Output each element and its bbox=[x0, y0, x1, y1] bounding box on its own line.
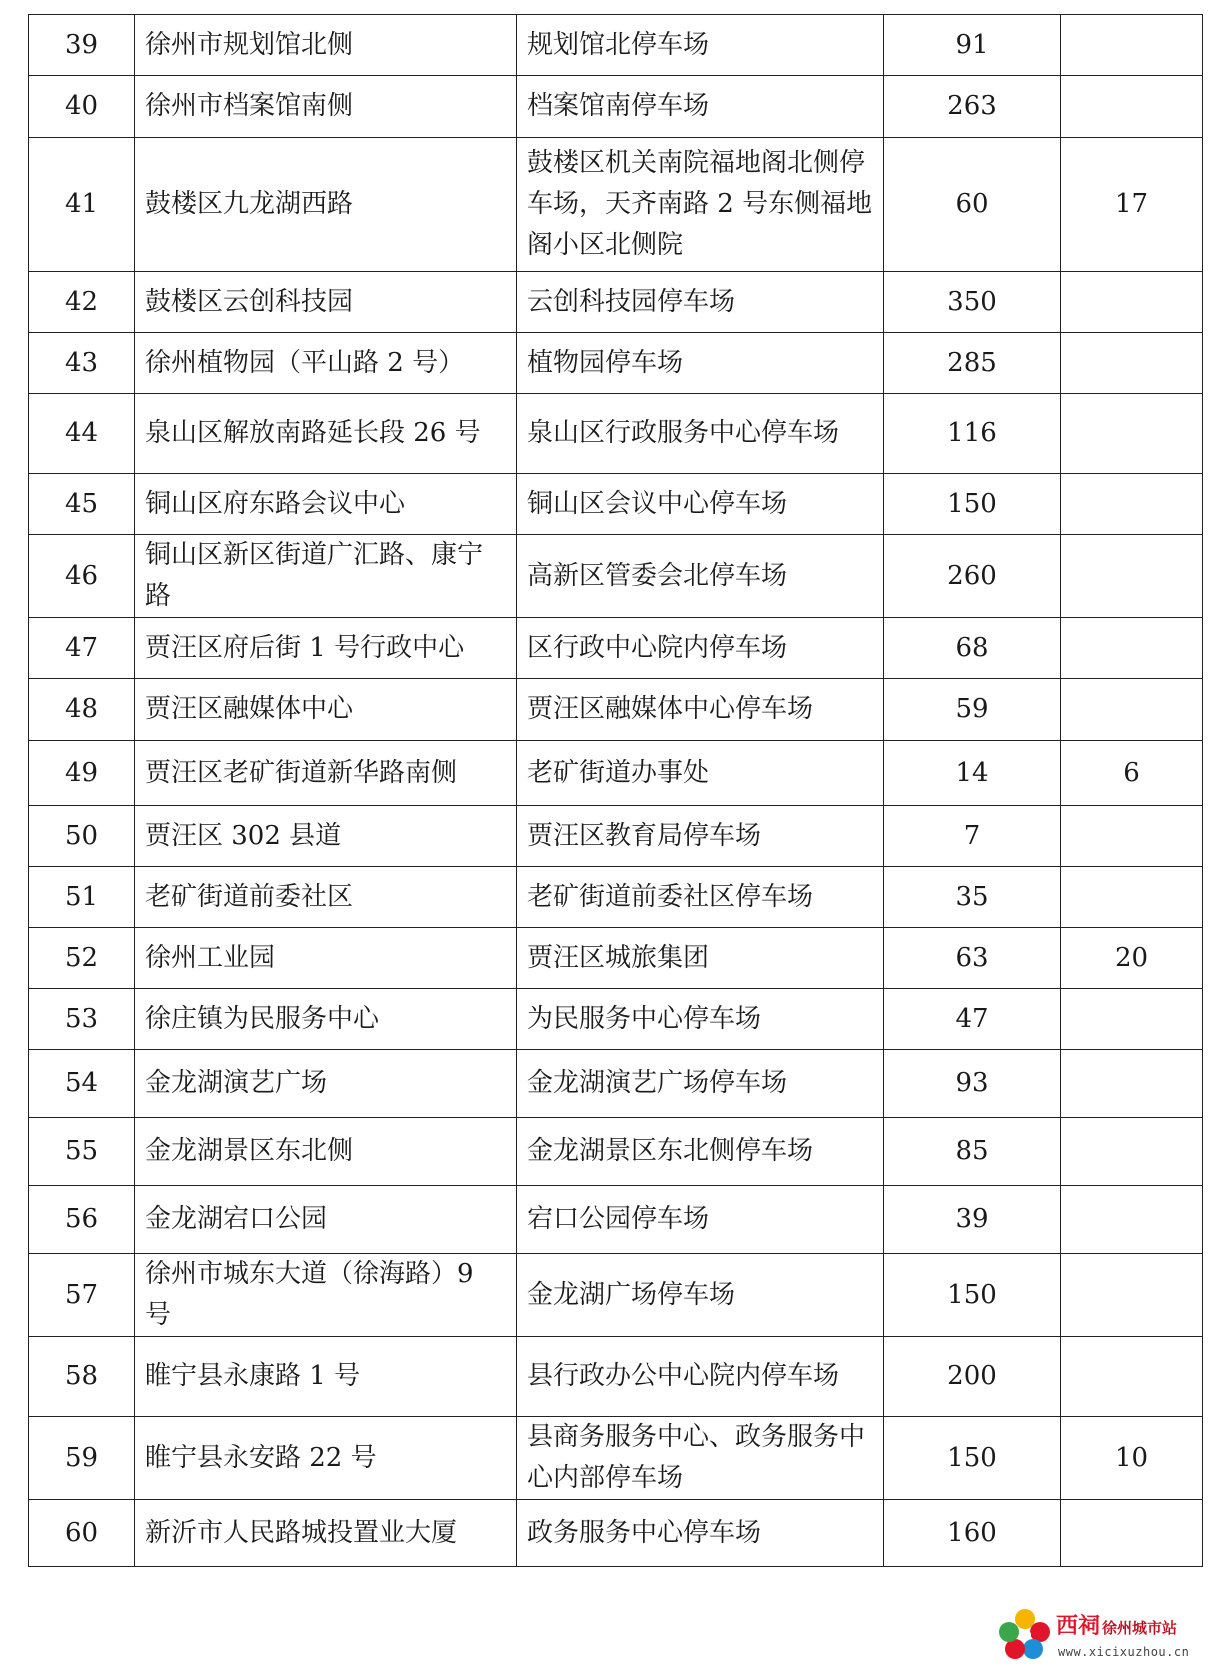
cell-number: 56 bbox=[29, 1186, 135, 1254]
cell-spaces: 285 bbox=[884, 333, 1061, 394]
cell-parking-lot: 宕口公园停车场 bbox=[517, 1186, 884, 1254]
cell-number: 52 bbox=[29, 928, 135, 989]
cell-extra: 20 bbox=[1061, 928, 1203, 989]
cell-extra bbox=[1061, 474, 1203, 535]
cell-parking-lot: 贾汪区城旅集团 bbox=[517, 928, 884, 989]
cell-location: 鼓楼区九龙湖西路 bbox=[135, 138, 517, 272]
cell-number: 45 bbox=[29, 474, 135, 535]
cell-location: 老矿街道前委社区 bbox=[135, 867, 517, 928]
cell-extra bbox=[1061, 1337, 1203, 1417]
cell-parking-lot: 植物园停车场 bbox=[517, 333, 884, 394]
table-row bbox=[29, 15, 1203, 76]
cell-extra bbox=[1061, 989, 1203, 1050]
cell-parking-lot: 县行政办公中心院内停车场 bbox=[517, 1337, 884, 1417]
table-row bbox=[29, 1186, 1203, 1254]
table-row bbox=[29, 928, 1203, 989]
flower-logo-icon bbox=[998, 1607, 1052, 1661]
cell-location: 贾汪区老矿街道新华路南侧 bbox=[135, 741, 517, 806]
cell-extra bbox=[1061, 272, 1203, 333]
cell-parking-lot: 规划馆北停车场 bbox=[517, 15, 884, 76]
cell-extra bbox=[1061, 1050, 1203, 1118]
cell-extra bbox=[1061, 394, 1203, 474]
cell-number: 42 bbox=[29, 272, 135, 333]
cell-location: 徐州市档案馆南侧 bbox=[135, 76, 517, 138]
cell-location: 鼓楼区云创科技园 bbox=[135, 272, 517, 333]
cell-parking-lot: 金龙湖广场停车场 bbox=[517, 1254, 884, 1337]
cell-location: 金龙湖宕口公园 bbox=[135, 1186, 517, 1254]
cell-spaces: 263 bbox=[884, 76, 1061, 138]
cell-number: 53 bbox=[29, 989, 135, 1050]
cell-parking-lot: 贾汪区融媒体中心停车场 bbox=[517, 679, 884, 741]
cell-parking-lot: 老矿街道办事处 bbox=[517, 741, 884, 806]
table-row bbox=[29, 76, 1203, 138]
cell-location: 铜山区新区街道广汇路、康宁路 bbox=[135, 535, 517, 618]
table-row bbox=[29, 333, 1203, 394]
cell-number: 46 bbox=[29, 535, 135, 618]
table-row bbox=[29, 867, 1203, 928]
table-row bbox=[29, 1118, 1203, 1186]
cell-number: 39 bbox=[29, 15, 135, 76]
cell-number: 57 bbox=[29, 1254, 135, 1337]
cell-spaces: 150 bbox=[884, 474, 1061, 535]
cell-spaces: 39 bbox=[884, 1186, 1061, 1254]
cell-spaces: 350 bbox=[884, 272, 1061, 333]
cell-spaces: 260 bbox=[884, 535, 1061, 618]
cell-spaces: 116 bbox=[884, 394, 1061, 474]
table-row bbox=[29, 272, 1203, 333]
watermark-title-text: 西祠 bbox=[1056, 1614, 1101, 1639]
cell-parking-lot: 云创科技园停车场 bbox=[517, 272, 884, 333]
cell-parking-lot: 政务服务中心停车场 bbox=[517, 1500, 884, 1567]
table-row bbox=[29, 679, 1203, 741]
cell-spaces: 91 bbox=[884, 15, 1061, 76]
table-row bbox=[29, 1050, 1203, 1118]
cell-spaces: 59 bbox=[884, 679, 1061, 741]
cell-extra bbox=[1061, 1254, 1203, 1337]
parking-table-body bbox=[29, 15, 1203, 1567]
table-row bbox=[29, 989, 1203, 1050]
cell-number: 60 bbox=[29, 1500, 135, 1567]
cell-location: 金龙湖景区东北侧 bbox=[135, 1118, 517, 1186]
cell-spaces: 63 bbox=[884, 928, 1061, 989]
cell-location: 徐州市规划馆北侧 bbox=[135, 15, 517, 76]
cell-parking-lot: 区行政中心院内停车场 bbox=[517, 618, 884, 679]
table-row bbox=[29, 1417, 1203, 1500]
cell-extra: 10 bbox=[1061, 1417, 1203, 1500]
table-row bbox=[29, 806, 1203, 867]
cell-number: 48 bbox=[29, 679, 135, 741]
cell-parking-lot: 泉山区行政服务中心停车场 bbox=[517, 394, 884, 474]
cell-spaces: 14 bbox=[884, 741, 1061, 806]
cell-spaces: 35 bbox=[884, 867, 1061, 928]
table-row bbox=[29, 1254, 1203, 1337]
cell-number: 50 bbox=[29, 806, 135, 867]
cell-number: 44 bbox=[29, 394, 135, 474]
cell-parking-lot: 档案馆南停车场 bbox=[517, 76, 884, 138]
cell-number: 55 bbox=[29, 1118, 135, 1186]
cell-parking-lot: 铜山区会议中心停车场 bbox=[517, 474, 884, 535]
watermark-url: www.xicixuzhou.cn bbox=[1058, 1645, 1190, 1659]
cell-extra bbox=[1061, 679, 1203, 741]
cell-number: 59 bbox=[29, 1417, 135, 1500]
cell-extra bbox=[1061, 1186, 1203, 1254]
site-watermark bbox=[998, 1601, 1208, 1673]
cell-location: 金龙湖演艺广场 bbox=[135, 1050, 517, 1118]
cell-extra bbox=[1061, 806, 1203, 867]
table-row bbox=[29, 618, 1203, 679]
cell-parking-lot: 高新区管委会北停车场 bbox=[517, 535, 884, 618]
cell-spaces: 93 bbox=[884, 1050, 1061, 1118]
cell-location: 徐庄镇为民服务中心 bbox=[135, 989, 517, 1050]
cell-number: 58 bbox=[29, 1337, 135, 1417]
cell-parking-lot: 金龙湖演艺广场停车场 bbox=[517, 1050, 884, 1118]
cell-location: 贾汪区府后街 1 号行政中心 bbox=[135, 618, 517, 679]
cell-parking-lot: 老矿街道前委社区停车场 bbox=[517, 867, 884, 928]
cell-extra bbox=[1061, 76, 1203, 138]
cell-number: 47 bbox=[29, 618, 135, 679]
cell-extra bbox=[1061, 333, 1203, 394]
cell-spaces: 60 bbox=[884, 138, 1061, 272]
watermark-title bbox=[1056, 1609, 1177, 1640]
cell-number: 43 bbox=[29, 333, 135, 394]
cell-spaces: 200 bbox=[884, 1337, 1061, 1417]
table-row bbox=[29, 474, 1203, 535]
cell-extra bbox=[1061, 15, 1203, 76]
table-row bbox=[29, 138, 1203, 272]
cell-extra bbox=[1061, 535, 1203, 618]
cell-parking-lot: 为民服务中心停车场 bbox=[517, 989, 884, 1050]
cell-location: 睢宁县永康路 1 号 bbox=[135, 1337, 517, 1417]
cell-number: 49 bbox=[29, 741, 135, 806]
cell-spaces: 85 bbox=[884, 1118, 1061, 1186]
cell-extra bbox=[1061, 1118, 1203, 1186]
watermark-subtitle: 徐州城市站 bbox=[1102, 1619, 1178, 1637]
cell-parking-lot: 鼓楼区机关南院福地阁北侧停车场，天齐南路 2 号东侧福地阁小区北侧院 bbox=[517, 138, 884, 272]
cell-location: 徐州市城东大道（徐海路）9 号 bbox=[135, 1254, 517, 1337]
cell-spaces: 68 bbox=[884, 618, 1061, 679]
cell-number: 51 bbox=[29, 867, 135, 928]
cell-location: 贾汪区融媒体中心 bbox=[135, 679, 517, 741]
cell-location: 徐州工业园 bbox=[135, 928, 517, 989]
cell-spaces: 160 bbox=[884, 1500, 1061, 1567]
cell-extra: 6 bbox=[1061, 741, 1203, 806]
cell-spaces: 150 bbox=[884, 1254, 1061, 1337]
cell-parking-lot: 金龙湖景区东北侧停车场 bbox=[517, 1118, 884, 1186]
cell-location: 新沂市人民路城投置业大厦 bbox=[135, 1500, 517, 1567]
cell-extra bbox=[1061, 618, 1203, 679]
cell-extra: 17 bbox=[1061, 138, 1203, 272]
cell-location: 铜山区府东路会议中心 bbox=[135, 474, 517, 535]
cell-spaces: 7 bbox=[884, 806, 1061, 867]
cell-number: 41 bbox=[29, 138, 135, 272]
cell-extra bbox=[1061, 867, 1203, 928]
cell-location: 贾汪区 302 县道 bbox=[135, 806, 517, 867]
table-row bbox=[29, 1337, 1203, 1417]
cell-location: 睢宁县永安路 22 号 bbox=[135, 1417, 517, 1500]
cell-location: 徐州植物园（平山路 2 号） bbox=[135, 333, 517, 394]
table-row bbox=[29, 394, 1203, 474]
table-row bbox=[29, 741, 1203, 806]
cell-location: 泉山区解放南路延长段 26 号 bbox=[135, 394, 517, 474]
cell-spaces: 47 bbox=[884, 989, 1061, 1050]
parking-table bbox=[28, 14, 1203, 1567]
cell-parking-lot: 贾汪区教育局停车场 bbox=[517, 806, 884, 867]
table-row bbox=[29, 535, 1203, 618]
table-row bbox=[29, 1500, 1203, 1567]
cell-parking-lot: 县商务服务中心、政务服务中心内部停车场 bbox=[517, 1417, 884, 1500]
cell-number: 54 bbox=[29, 1050, 135, 1118]
cell-number: 40 bbox=[29, 76, 135, 138]
cell-extra bbox=[1061, 1500, 1203, 1567]
cell-spaces: 150 bbox=[884, 1417, 1061, 1500]
